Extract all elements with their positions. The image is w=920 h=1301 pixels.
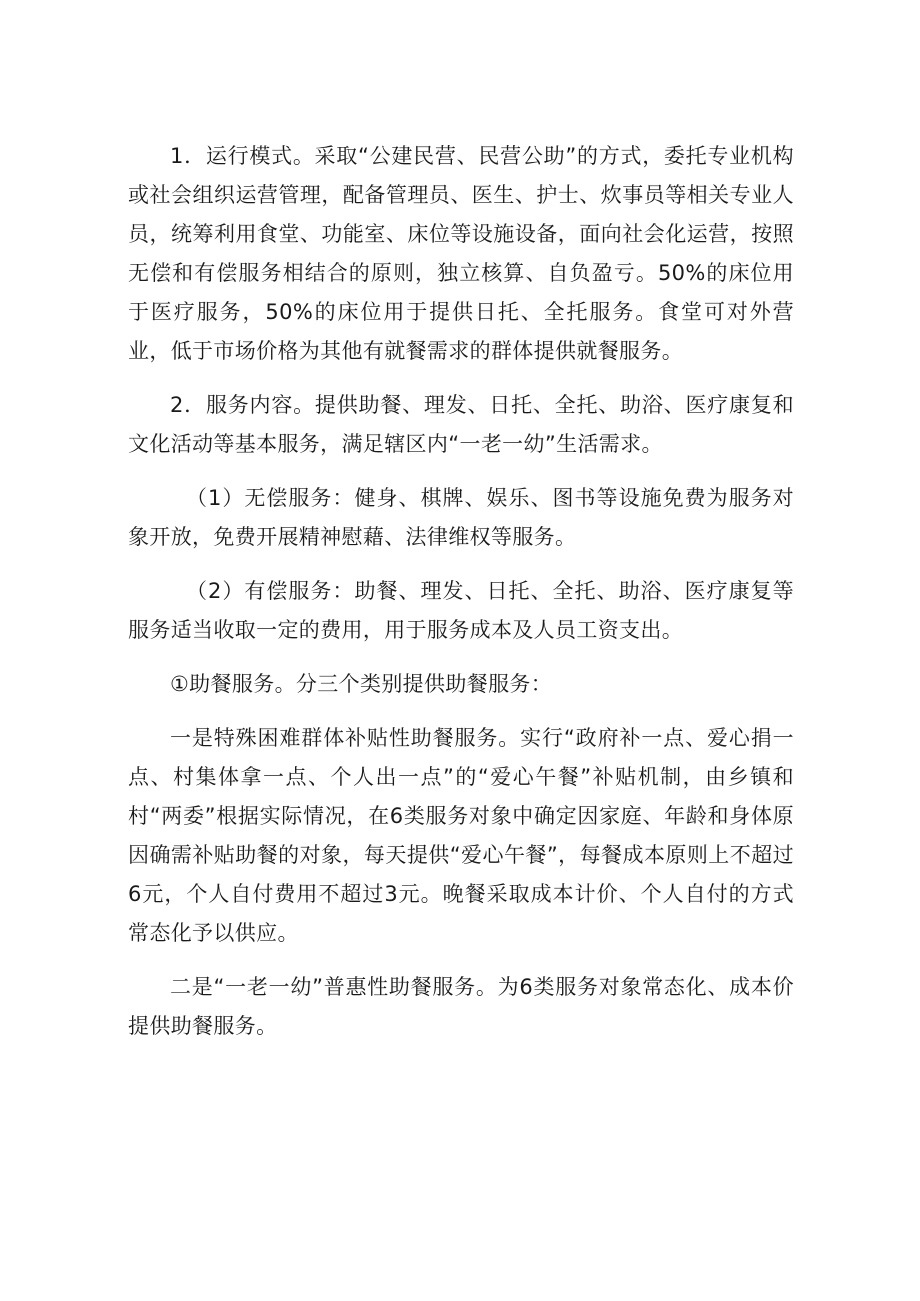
- paragraph-subsidized-meals: 一是特殊困难群体补贴性助餐服务。实行“政府补一点、爱心捐一点、村集体拿一点、个人出一点”的“爱心午餐”补贴机制，由乡镇和村“两委”根据实际情况，在6类服务对象中确定因家庭、年龄和身体原因确需补贴助餐的对象，每天提供“爱心午餐”，每餐成本原则上不超过6元，个人自付费用不超过3元。晚餐采取成本计价、个人自付的方式常态化予以供应。: [128, 726, 794, 945]
- paragraph-meal-service-heading: ①助餐服务。分三个类别提供助餐服务：: [170, 672, 553, 696]
- document-body: [128, 137, 794, 1061]
- paragraph-service-content: 2．服务内容。提供助餐、理发、日托、全托、助浴、医疗康复和文化活动等基本服务，满足辖区内“一老一幼”生活需求。: [128, 393, 794, 456]
- paragraph-operation-mode: 1．运行模式。采取“公建民营、民营公助”的方式，委托专业机构或社会组织运营管理，配备管理员、医生、护士、炊事员等相关专业人员，统筹利用食堂、功能室、床位等设施设备，面向社会化运营，按照无偿和有偿服务相结合的原则，独立核算、自负盈亏。50%的床位用于医疗服务，50%的床位用于提供日托、全托服务。食堂可对外营业，低于市场价格为其他有就餐需求的群体提供就餐服务。: [128, 144, 794, 363]
- paragraph-paid-services: （2）有偿服务：助餐、理发、日托、全托、助浴、医疗康复等服务适当收取一定的费用，用于服务成本及人员工资支出。: [128, 579, 794, 642]
- paragraph-free-services: （1）无偿服务：健身、棋牌、娱乐、图书等设施免费为服务对象开放，免费开展精神慰藉、法律维权等服务。: [128, 486, 794, 549]
- paragraph-universal-meals: 二是“一老一幼”普惠性助餐服务。为6类服务对象常态化、成本价提供助餐服务。: [128, 975, 794, 1038]
